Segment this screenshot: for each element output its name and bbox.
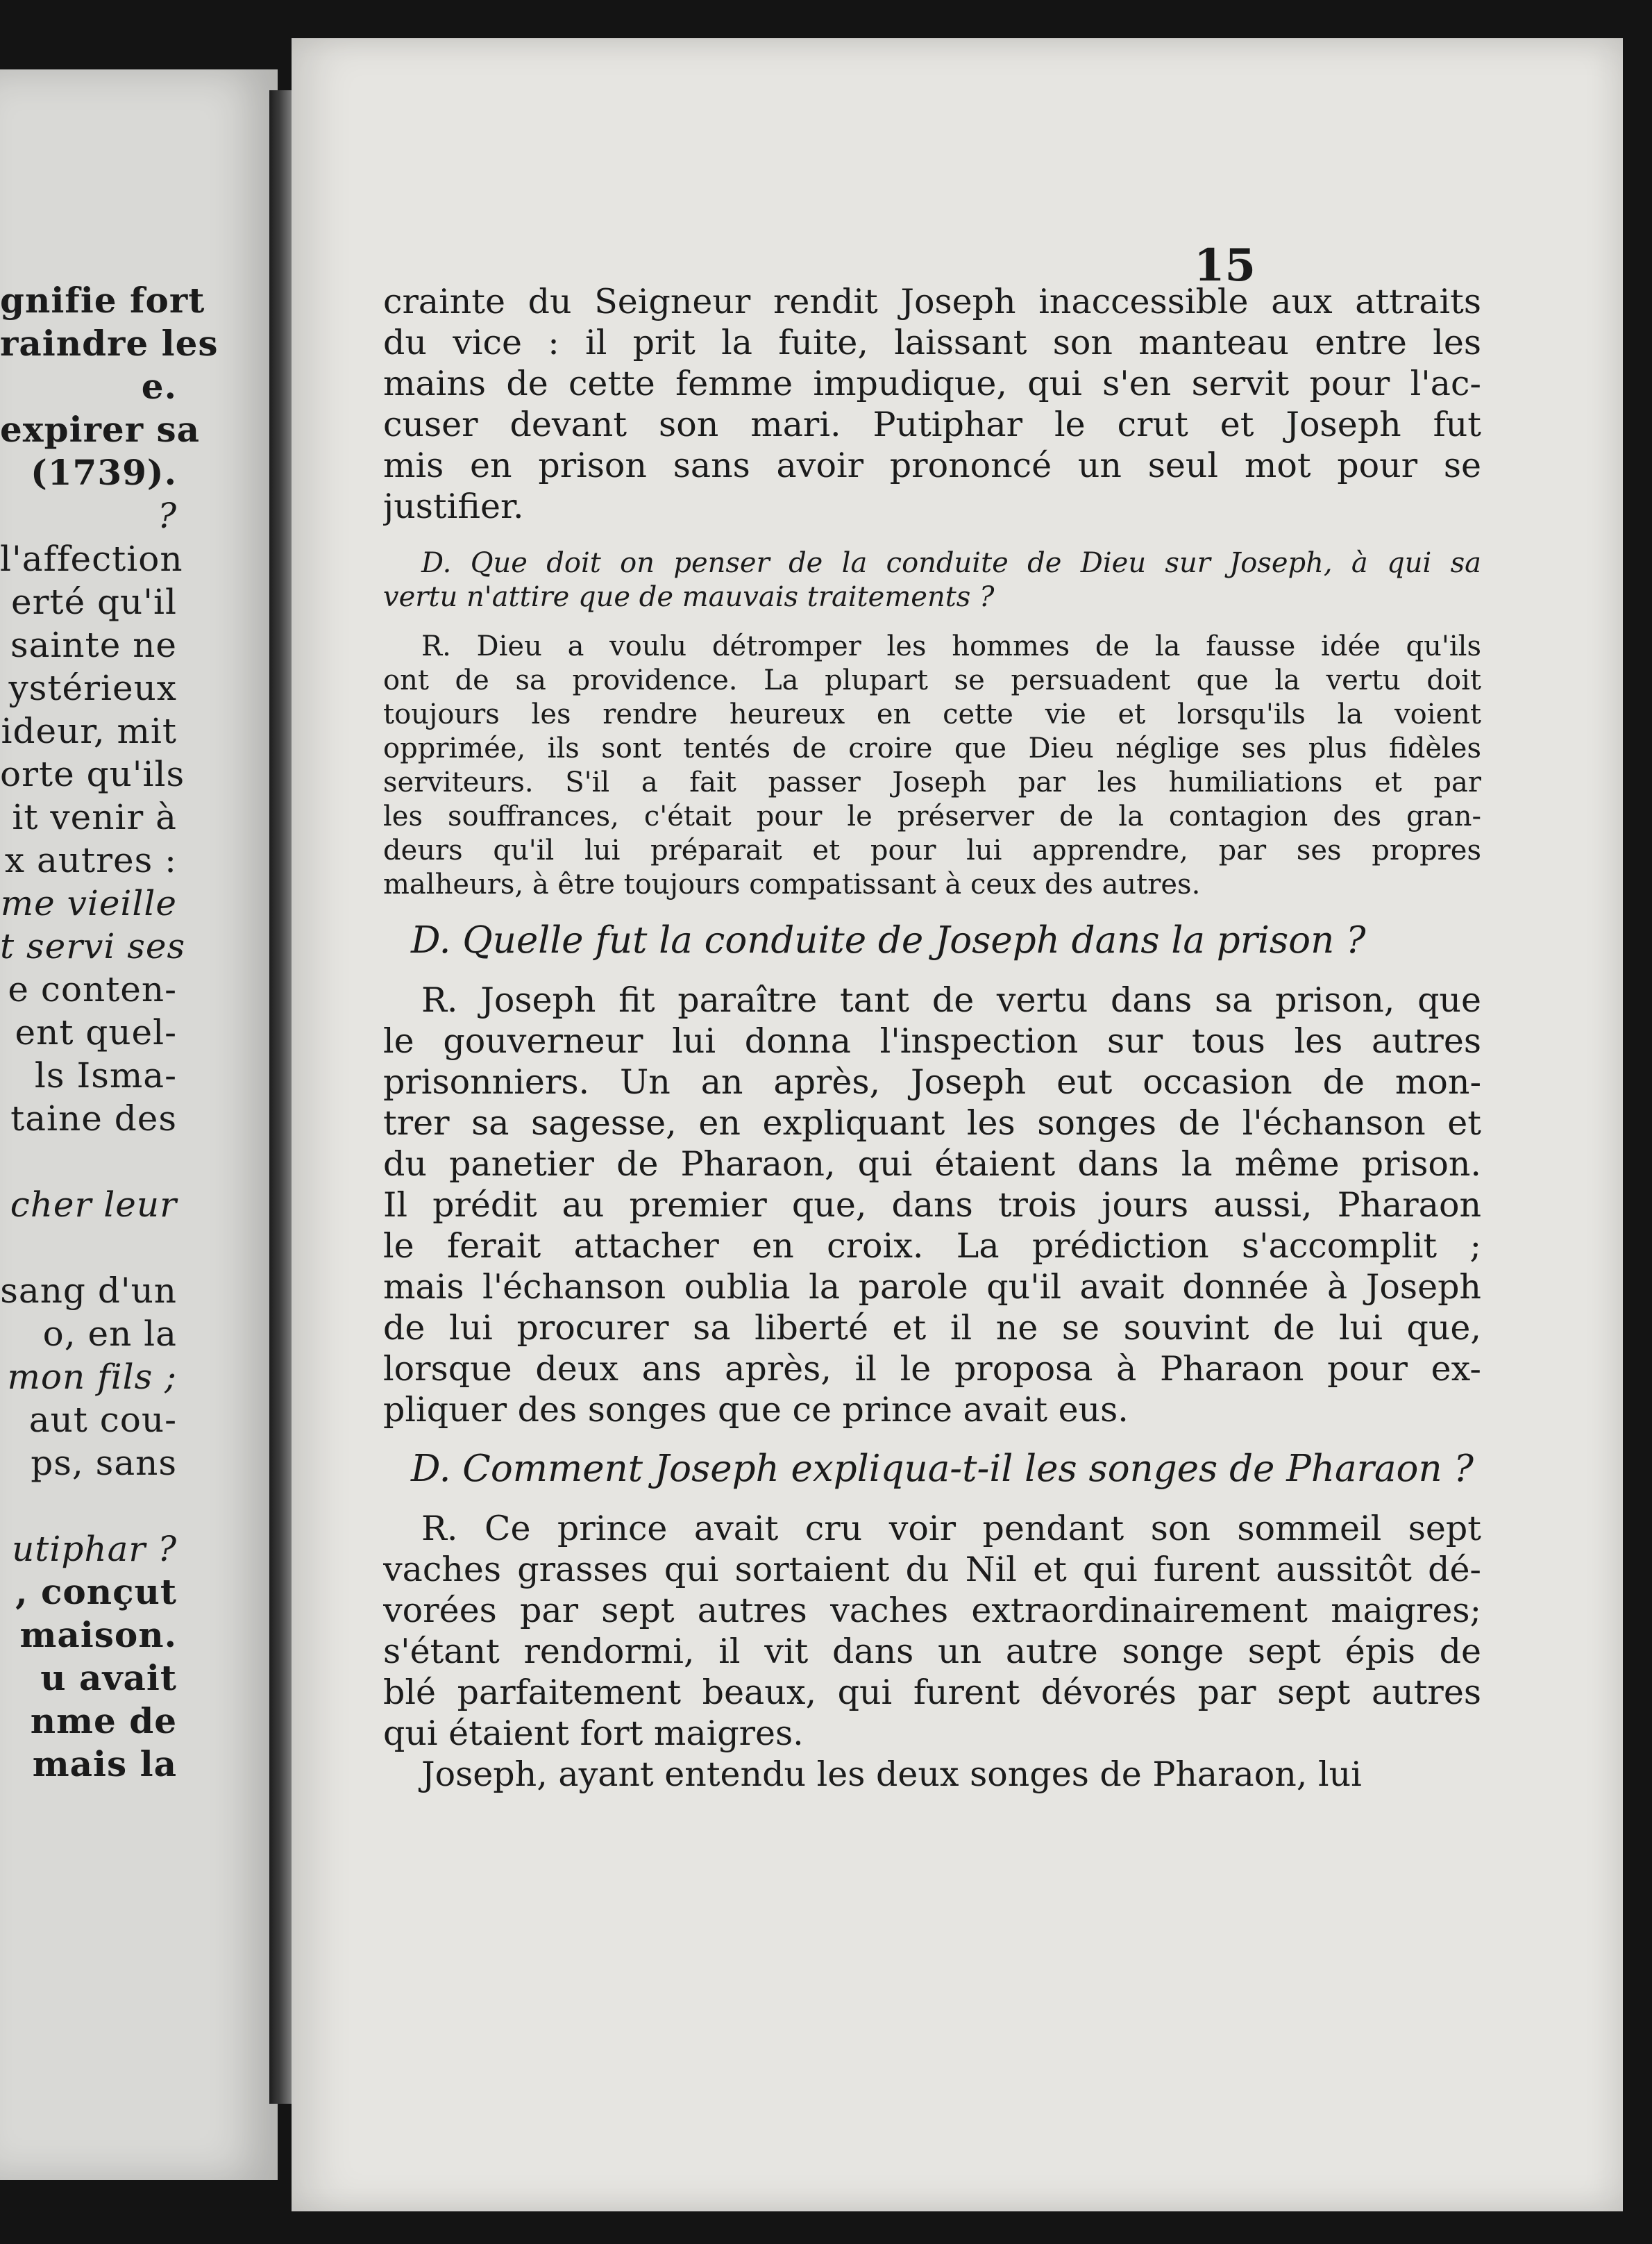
answer-prison-conduct (383, 980, 1481, 1430)
left-page-line: gnifie fort (0, 280, 205, 321)
para1-line: crainte du Seigneur rendit Joseph inaccessible aux attraits (383, 282, 1481, 321)
q3-line: D. Comment Joseph expliqua-t-il les songes de Pharaon ? (411, 1448, 1474, 1490)
left-page-line: e conten- (8, 969, 177, 1010)
q1-line: D. Que doit on penser de la conduite de Dieu sur Joseph, à qui sa (421, 547, 1481, 579)
para1-line: mis en prison sans avoir prononcé un seul mot pour se (383, 446, 1481, 485)
left-page-line: ? (158, 496, 177, 536)
page-number: 15 (1194, 240, 1256, 292)
r1-line: R. Dieu a voulu détromper les hommes de la fausse idée qu'ils (421, 630, 1481, 662)
left-page-line: ps, sans (31, 1443, 177, 1483)
r1-line: les souffrances, c'était pour le préserver de la contagion des gran- (383, 801, 1481, 832)
q1-line: vertu n'attire que de mauvais traitements ? (383, 581, 995, 613)
r2-line: de lui procurer sa liberté et il ne se souvint de lui que, (383, 1308, 1481, 1348)
left-page-line: u avait (40, 1657, 177, 1698)
left-page-line: l'affection (0, 539, 183, 579)
r2-line: le gouverneur lui donna l'inspection sur tous les autres (383, 1021, 1481, 1061)
left-page-line: ls Isma- (34, 1055, 177, 1096)
r1-line: serviteurs. S'il a fait passer Joseph par les humiliations et par (383, 767, 1481, 798)
para1-line: cuser devant son mari. Putiphar le crut et Joseph fut (383, 405, 1481, 444)
left-page-text (0, 279, 274, 1786)
left-page-line: utiphar ? (12, 1529, 177, 1569)
left-page-line: aut cou- (28, 1400, 177, 1440)
left-page-line: mon fils ; (7, 1357, 177, 1397)
left-page-line: it venir à (12, 797, 177, 837)
left-page-line (0, 1484, 274, 1527)
left-page-line: nme de (30, 1700, 177, 1741)
question-providence (383, 546, 1481, 614)
r3-line: R. Ce prince avait cru voir pendant son sommeil sept (421, 1509, 1481, 1548)
r2-line: trer sa sagesse, en expliquant les songes de l'échanson et (383, 1103, 1481, 1143)
left-page-line: , conçut (15, 1571, 177, 1612)
left-page-line: orte qu'ils (0, 754, 185, 794)
r2-line: du panetier de Pharaon, qui étaient dans la même prison. (383, 1144, 1481, 1184)
left-page-line: e. (141, 366, 177, 407)
paragraph-temptation (383, 281, 1481, 527)
left-page-line (0, 1140, 274, 1183)
left-page-line: t servi ses (0, 926, 186, 966)
q2-line: D. Quelle fut la conduite de Joseph dans la prison ? (411, 919, 1366, 962)
r1-line: opprimée, ils sont tentés de croire que Dieu néglige ses plus fidèles (383, 732, 1481, 764)
left-page-line: x autres : (4, 840, 177, 880)
r2-line: pliquer des songes que ce prince avait eus. (383, 1390, 1129, 1430)
question-pharaoh-dreams (383, 1446, 1481, 1493)
para1-line: mains de cette femme impudique, qui s'en servit pour l'ac- (383, 364, 1481, 403)
left-page-line: erté qu'il (10, 582, 177, 622)
r3-line: qui étaient fort maigres. (383, 1714, 804, 1753)
left-page-line: o, en la (42, 1314, 177, 1354)
r2-line: Il prédit au premier que, dans trois jours aussi, Pharaon (383, 1185, 1481, 1225)
paragraph-joseph-interprets (383, 1754, 1481, 1795)
answer-pharaoh-dreams (383, 1508, 1481, 1754)
left-page-line: mais la (32, 1743, 177, 1784)
left-page-line: taine des (10, 1098, 177, 1139)
left-page-line: me vieille (0, 883, 177, 923)
r3-line: vaches grasses qui sortaient du Nil et qui furent aussitôt dé- (383, 1550, 1481, 1589)
r2-line: prisonniers. Un an après, Joseph eut occasion de mon- (383, 1062, 1481, 1102)
r2-line: mais l'échanson oublia la parole qu'il avait donnée à Joseph (383, 1267, 1481, 1307)
left-page-line: sang d'un (0, 1271, 177, 1311)
left-page-line: raindre les (0, 323, 219, 364)
left-page (0, 69, 278, 2180)
r2-line: R. Joseph fit paraître tant de vertu dans sa prison, que (421, 980, 1481, 1020)
r2-line: lorsque deux ans après, il le proposa à Pharaon pour ex- (383, 1349, 1481, 1389)
r1-line: deurs qu'il lui préparait et pour lui apprendre, par ses propres (383, 835, 1481, 866)
left-page-line: maison. (19, 1614, 177, 1655)
r3-line: s'étant rendormi, il vit dans un autre songe sept épis de (383, 1632, 1481, 1671)
para1-line: justifier. (383, 487, 524, 526)
r3b-line: Joseph, ayant entendu les deux songes de Pharaon, lui (421, 1755, 1362, 1794)
left-page-line: expirer sa (0, 409, 201, 450)
r1-line: malheurs, à être toujours compatissant à ceux des autres. (383, 869, 1201, 901)
r1-line: ont de sa providence. La plupart se persuadent que la vertu doit (383, 664, 1481, 696)
page-body (383, 281, 1481, 1795)
r2-line: le ferait attacher en croix. La prédiction s'accomplit ; (383, 1226, 1481, 1266)
question-prison-conduct (383, 917, 1481, 964)
para1-line: du vice : il prit la fuite, laissant son manteau entre les (383, 323, 1481, 362)
left-page-line: ent quel- (15, 1012, 177, 1053)
answer-providence (383, 630, 1481, 902)
r1-line: toujours les rendre heureux en cette vie et lorsqu'ils la voient (383, 698, 1481, 730)
left-page-line: cher leur (10, 1184, 177, 1225)
left-page-line: sainte ne (10, 625, 177, 665)
left-page-line: (1739). (31, 452, 177, 493)
left-page-line: ystérieux (8, 668, 177, 708)
left-page-line (0, 1226, 274, 1269)
book-gutter (269, 90, 294, 2104)
left-page-line: ideur, mit (1, 711, 177, 751)
r3-line: vorées par sept autres vaches extraordinairement maigres; (383, 1591, 1481, 1630)
r3-line: blé parfaitement beaux, qui furent dévorés par sept autres (383, 1673, 1481, 1712)
